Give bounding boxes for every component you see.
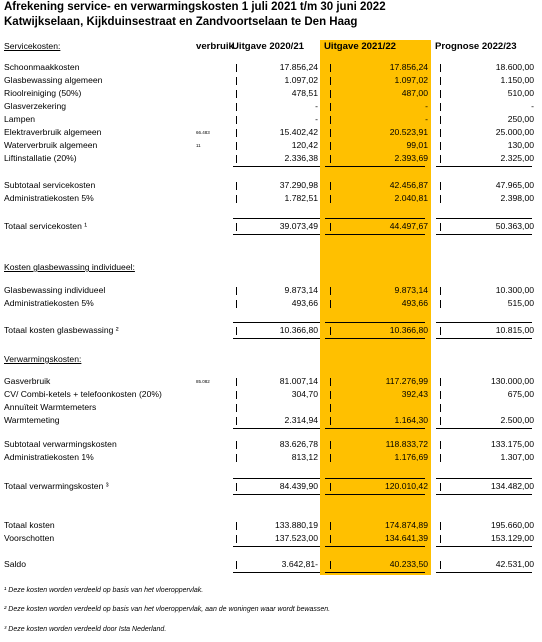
value-2022-23: 515,00 [507, 298, 534, 308]
column-divider [236, 327, 237, 335]
rule-line [233, 572, 320, 573]
value-2021-22: 392,43 [401, 389, 428, 399]
column-divider [236, 77, 237, 85]
column-divider [236, 287, 237, 295]
column-divider [330, 155, 331, 163]
section-title: Servicekosten: [4, 41, 61, 51]
column-divider [330, 142, 331, 150]
value-2020-21: 1.097,02 [284, 75, 318, 85]
rule-line [325, 572, 425, 573]
column-divider [236, 182, 237, 190]
column-divider [330, 287, 331, 295]
value-2020-21: 304,70 [291, 389, 318, 399]
row-label: Subtotaal verwarmingskosten [4, 439, 117, 449]
column-divider [440, 223, 441, 231]
value-2022-23: 1.307,00 [500, 452, 534, 462]
row-label: Totaal kosten glasbewassing ² [4, 325, 119, 335]
column-divider [330, 404, 331, 412]
value-2022-23: 130,00 [507, 140, 534, 150]
column-divider [236, 561, 237, 569]
table-row [0, 324, 542, 337]
table-row [0, 519, 542, 532]
value-2020-21: 9.873,14 [284, 285, 318, 295]
rule-line [325, 478, 425, 479]
column-divider [440, 378, 441, 386]
row-label: Totaal servicekosten ¹ [4, 221, 88, 231]
column-divider [440, 300, 441, 308]
column-divider [330, 535, 331, 543]
rule-line [233, 546, 320, 547]
value-2021-22: 117.276,99 [385, 376, 428, 386]
value-2022-23: 675,00 [507, 389, 534, 399]
column-divider [440, 561, 441, 569]
column-divider [440, 90, 441, 98]
column-divider [440, 287, 441, 295]
row-label: Glasbewassing individueel [4, 285, 106, 295]
row-label: Gasverbruik [4, 376, 51, 386]
table-row [0, 558, 542, 571]
rule-line [436, 166, 532, 167]
table-row [0, 179, 542, 192]
value-2022-23: 153.129,00 [490, 533, 534, 543]
column-divider [330, 417, 331, 425]
column-divider [440, 441, 441, 449]
table-row [0, 220, 542, 233]
rule-line [436, 428, 532, 429]
value-2021-22: 120.010,42 [384, 481, 428, 491]
value-2021-22: 1.164,30 [394, 415, 428, 425]
column-divider [330, 483, 331, 491]
table-row [0, 388, 542, 401]
value-2020-21: 1.782,51 [284, 193, 318, 203]
column-divider [236, 378, 237, 386]
rule-line [325, 428, 425, 429]
column-divider [440, 103, 441, 111]
column-divider [236, 155, 237, 163]
table-row [0, 375, 542, 388]
value-2021-22: - [425, 114, 428, 124]
table-row [0, 480, 542, 493]
value-2021-22: 10.366,80 [389, 325, 428, 335]
column-divider [236, 417, 237, 425]
verbruik-value: 66.483 [196, 130, 210, 135]
value-2021-22: 1.176,69 [394, 452, 428, 462]
rule-line [233, 338, 320, 339]
column-divider [330, 195, 331, 203]
rule-line [436, 234, 532, 235]
column-divider [440, 454, 441, 462]
column-divider [236, 64, 237, 72]
value-2022-23: 10.815,00 [495, 325, 534, 335]
rule-line [233, 166, 320, 167]
value-2020-21: 813,12 [291, 452, 318, 462]
table-row [0, 438, 542, 451]
column-divider [440, 116, 441, 124]
value-2022-23: 25.000,00 [495, 127, 534, 137]
table-row [0, 87, 542, 100]
row-label: Totaal verwarmingskosten ³ [4, 481, 109, 491]
value-2021-22: 20.523,91 [389, 127, 428, 137]
value-2021-22: 487,00 [401, 88, 428, 98]
column-divider [330, 522, 331, 530]
value-2020-21: 2.336,38 [284, 153, 318, 163]
value-2020-21: 39.073,49 [279, 221, 318, 231]
value-2022-23: 133.175,00 [490, 439, 534, 449]
column-divider [440, 77, 441, 85]
value-2020-21: 81.007,14 [279, 376, 318, 386]
column-divider [236, 404, 237, 412]
row-label: Waterverbruik algemeen [4, 140, 98, 150]
rule-line [233, 494, 320, 495]
column-divider [236, 116, 237, 124]
page-subtitle: Katwijkselaan, Kijkduinsestraat en Zandvoortselaan te Den Haag [4, 16, 358, 28]
rule-line [436, 494, 532, 495]
table-row [0, 284, 542, 297]
row-label: Administratiekosten 1% [4, 452, 94, 462]
table-row [0, 113, 542, 126]
row-label: Administratiekosten 5% [4, 193, 94, 203]
value-2021-22: 2.040,81 [394, 193, 428, 203]
value-2020-21: 10.366,80 [279, 325, 318, 335]
rule-line [233, 234, 320, 235]
col-header-2022-23: Prognose 2022/23 [435, 41, 517, 52]
value-2020-21: 83.626,78 [279, 439, 318, 449]
row-label: Administratiekosten 5% [4, 298, 94, 308]
table-row [0, 451, 542, 464]
rule-line [436, 322, 532, 323]
row-label: Elektraverbruik algemeen [4, 127, 102, 137]
verbruik-value: 11 [196, 143, 201, 148]
column-divider [236, 391, 237, 399]
row-label: Warmtemeting [4, 415, 60, 425]
rule-line [436, 572, 532, 573]
row-label: Subtotaal servicekosten [4, 180, 96, 190]
col-header-2020-21: Uitgave 2020/21 [232, 41, 304, 52]
value-2021-22: 2.393,69 [394, 153, 428, 163]
column-divider [236, 142, 237, 150]
rule-line [325, 218, 425, 219]
value-2021-22: 44.497,67 [389, 221, 428, 231]
table-row [0, 192, 542, 205]
value-2020-21: 133.880,19 [274, 520, 318, 530]
value-2022-23: 250,00 [507, 114, 534, 124]
value-2022-23: 2.398,00 [500, 193, 534, 203]
value-2021-22: 493,66 [401, 298, 428, 308]
rule-line [325, 234, 425, 235]
value-2022-23: 130.000,00 [490, 376, 534, 386]
column-divider [236, 300, 237, 308]
col-header-2021-22: Uitgave 2021/22 [324, 41, 396, 52]
table-row [0, 532, 542, 545]
table-row [0, 139, 542, 152]
rule-line [325, 338, 425, 339]
column-divider [236, 441, 237, 449]
column-divider [330, 561, 331, 569]
footnote-1: ¹ Deze kosten worden verdeeld op basis van het vloeroppervlak. [4, 587, 204, 594]
column-divider [330, 223, 331, 231]
column-divider [440, 195, 441, 203]
column-divider [236, 195, 237, 203]
rule-line [436, 338, 532, 339]
row-label: CV/ Combi-ketels + telefoonkosten (20%) [4, 389, 162, 399]
rule-line [233, 218, 320, 219]
rule-line [233, 478, 320, 479]
row-label: Glasbewassing algemeen [4, 75, 103, 85]
column-divider [330, 454, 331, 462]
value-2020-21: - [315, 101, 318, 111]
section-header [0, 40, 542, 53]
column-divider [440, 417, 441, 425]
column-divider [440, 483, 441, 491]
section-title: Verwarmingskosten: [4, 354, 82, 364]
value-2021-22: 9.873,14 [394, 285, 428, 295]
value-2020-21: 3.642,81- [281, 559, 318, 569]
value-2022-23: 1.150,00 [500, 75, 534, 85]
column-divider [236, 103, 237, 111]
column-divider [330, 90, 331, 98]
value-2020-21: 15.402,42 [279, 127, 318, 137]
value-2020-21: 120,42 [291, 140, 318, 150]
column-divider [330, 77, 331, 85]
rule-line [325, 322, 425, 323]
rule-line [436, 218, 532, 219]
value-2020-21: 478,51 [291, 88, 318, 98]
column-divider [236, 90, 237, 98]
table-row [0, 297, 542, 310]
section-header [0, 261, 542, 274]
value-2021-22: 174.874,89 [384, 520, 428, 530]
value-2021-22: 17.856,24 [389, 62, 428, 72]
footnote-3: ³ Deze kosten worden verdeeld door Ista Nederland. [4, 626, 167, 633]
column-divider [440, 64, 441, 72]
value-2021-22: - [425, 101, 428, 111]
column-divider [330, 116, 331, 124]
value-2020-21: 2.314,94 [284, 415, 318, 425]
column-divider [440, 155, 441, 163]
row-label: Voorschotten [4, 533, 55, 543]
column-divider [440, 182, 441, 190]
value-2021-22: 134.641,39 [384, 533, 428, 543]
row-label: Glasverzekering [4, 101, 67, 111]
column-divider [236, 535, 237, 543]
table-row [0, 61, 542, 74]
table-row [0, 401, 542, 414]
verbruik-value: 85.082 [196, 379, 210, 384]
row-label: Totaal kosten [4, 520, 55, 530]
value-2022-23: 134.482,00 [490, 481, 534, 491]
column-divider [330, 391, 331, 399]
value-2022-23: 42.531,00 [495, 559, 534, 569]
table-row [0, 100, 542, 113]
column-divider [440, 522, 441, 530]
column-divider [440, 404, 441, 412]
value-2022-23: 510,00 [507, 88, 534, 98]
row-label: Liftinstallatie (20%) [4, 153, 77, 163]
column-divider [330, 378, 331, 386]
column-divider [330, 300, 331, 308]
table-row [0, 126, 542, 139]
column-divider [236, 129, 237, 137]
rule-line [436, 478, 532, 479]
column-divider [236, 223, 237, 231]
column-divider [330, 441, 331, 449]
column-divider [440, 129, 441, 137]
value-2022-23: 2.325,00 [500, 153, 534, 163]
rule-line [233, 428, 320, 429]
table-row [0, 414, 542, 427]
value-2022-23: 10.300,00 [495, 285, 534, 295]
column-divider [330, 64, 331, 72]
rule-line [436, 546, 532, 547]
value-2022-23: 50.363,00 [495, 221, 534, 231]
row-label: Rioolreiniging (50%) [4, 88, 82, 98]
column-divider [440, 535, 441, 543]
value-2022-23: 195.660,00 [490, 520, 534, 530]
row-label: Saldo [4, 559, 26, 569]
verbruik-header: verbruik [196, 41, 234, 52]
value-2020-21: 493,66 [291, 298, 318, 308]
rule-line [325, 494, 425, 495]
value-2020-21: 17.856,24 [279, 62, 318, 72]
section-header [0, 353, 542, 366]
value-2022-23: - [531, 101, 534, 111]
value-2021-22: 1.097,02 [394, 75, 428, 85]
column-divider [330, 103, 331, 111]
value-2021-22: 40.233,50 [389, 559, 428, 569]
rule-line [325, 546, 425, 547]
table-row [0, 152, 542, 165]
value-2022-23: 18.600,00 [495, 62, 534, 72]
section-title: Kosten glasbewassing individueel: [4, 262, 135, 272]
column-divider [330, 182, 331, 190]
value-2020-21: 137.523,00 [274, 533, 318, 543]
rule-line [325, 166, 425, 167]
row-label: Annuïteit Warmtemeters [4, 402, 97, 412]
column-divider [236, 522, 237, 530]
value-2021-22: 99,01 [406, 140, 428, 150]
column-divider [236, 483, 237, 491]
table-row [0, 74, 542, 87]
value-2022-23: 2.500,00 [500, 415, 534, 425]
column-divider [440, 142, 441, 150]
row-label: Lampen [4, 114, 36, 124]
column-divider [236, 454, 237, 462]
value-2022-23: 47.965,00 [495, 180, 534, 190]
page-title: Afrekening service- en verwarmingskosten 1 juli 2021 t/m 30 juni 2022 [4, 1, 386, 13]
value-2020-21: 84.439,90 [279, 481, 318, 491]
value-2020-21: - [315, 114, 318, 124]
footnote-2: ² Deze kosten worden verdeeld op basis van het vloeroppervlak, aan de woningen waar wordt bewassen. [4, 606, 331, 613]
column-divider [330, 129, 331, 137]
column-divider [440, 391, 441, 399]
value-2021-22: 42.456,87 [389, 180, 428, 190]
value-2020-21: 37.290,98 [279, 180, 318, 190]
column-divider [440, 327, 441, 335]
value-2021-22: 118.833,72 [385, 439, 428, 449]
row-label: Schoonmaakkosten [4, 62, 80, 72]
rule-line [233, 322, 320, 323]
column-divider [330, 327, 331, 335]
